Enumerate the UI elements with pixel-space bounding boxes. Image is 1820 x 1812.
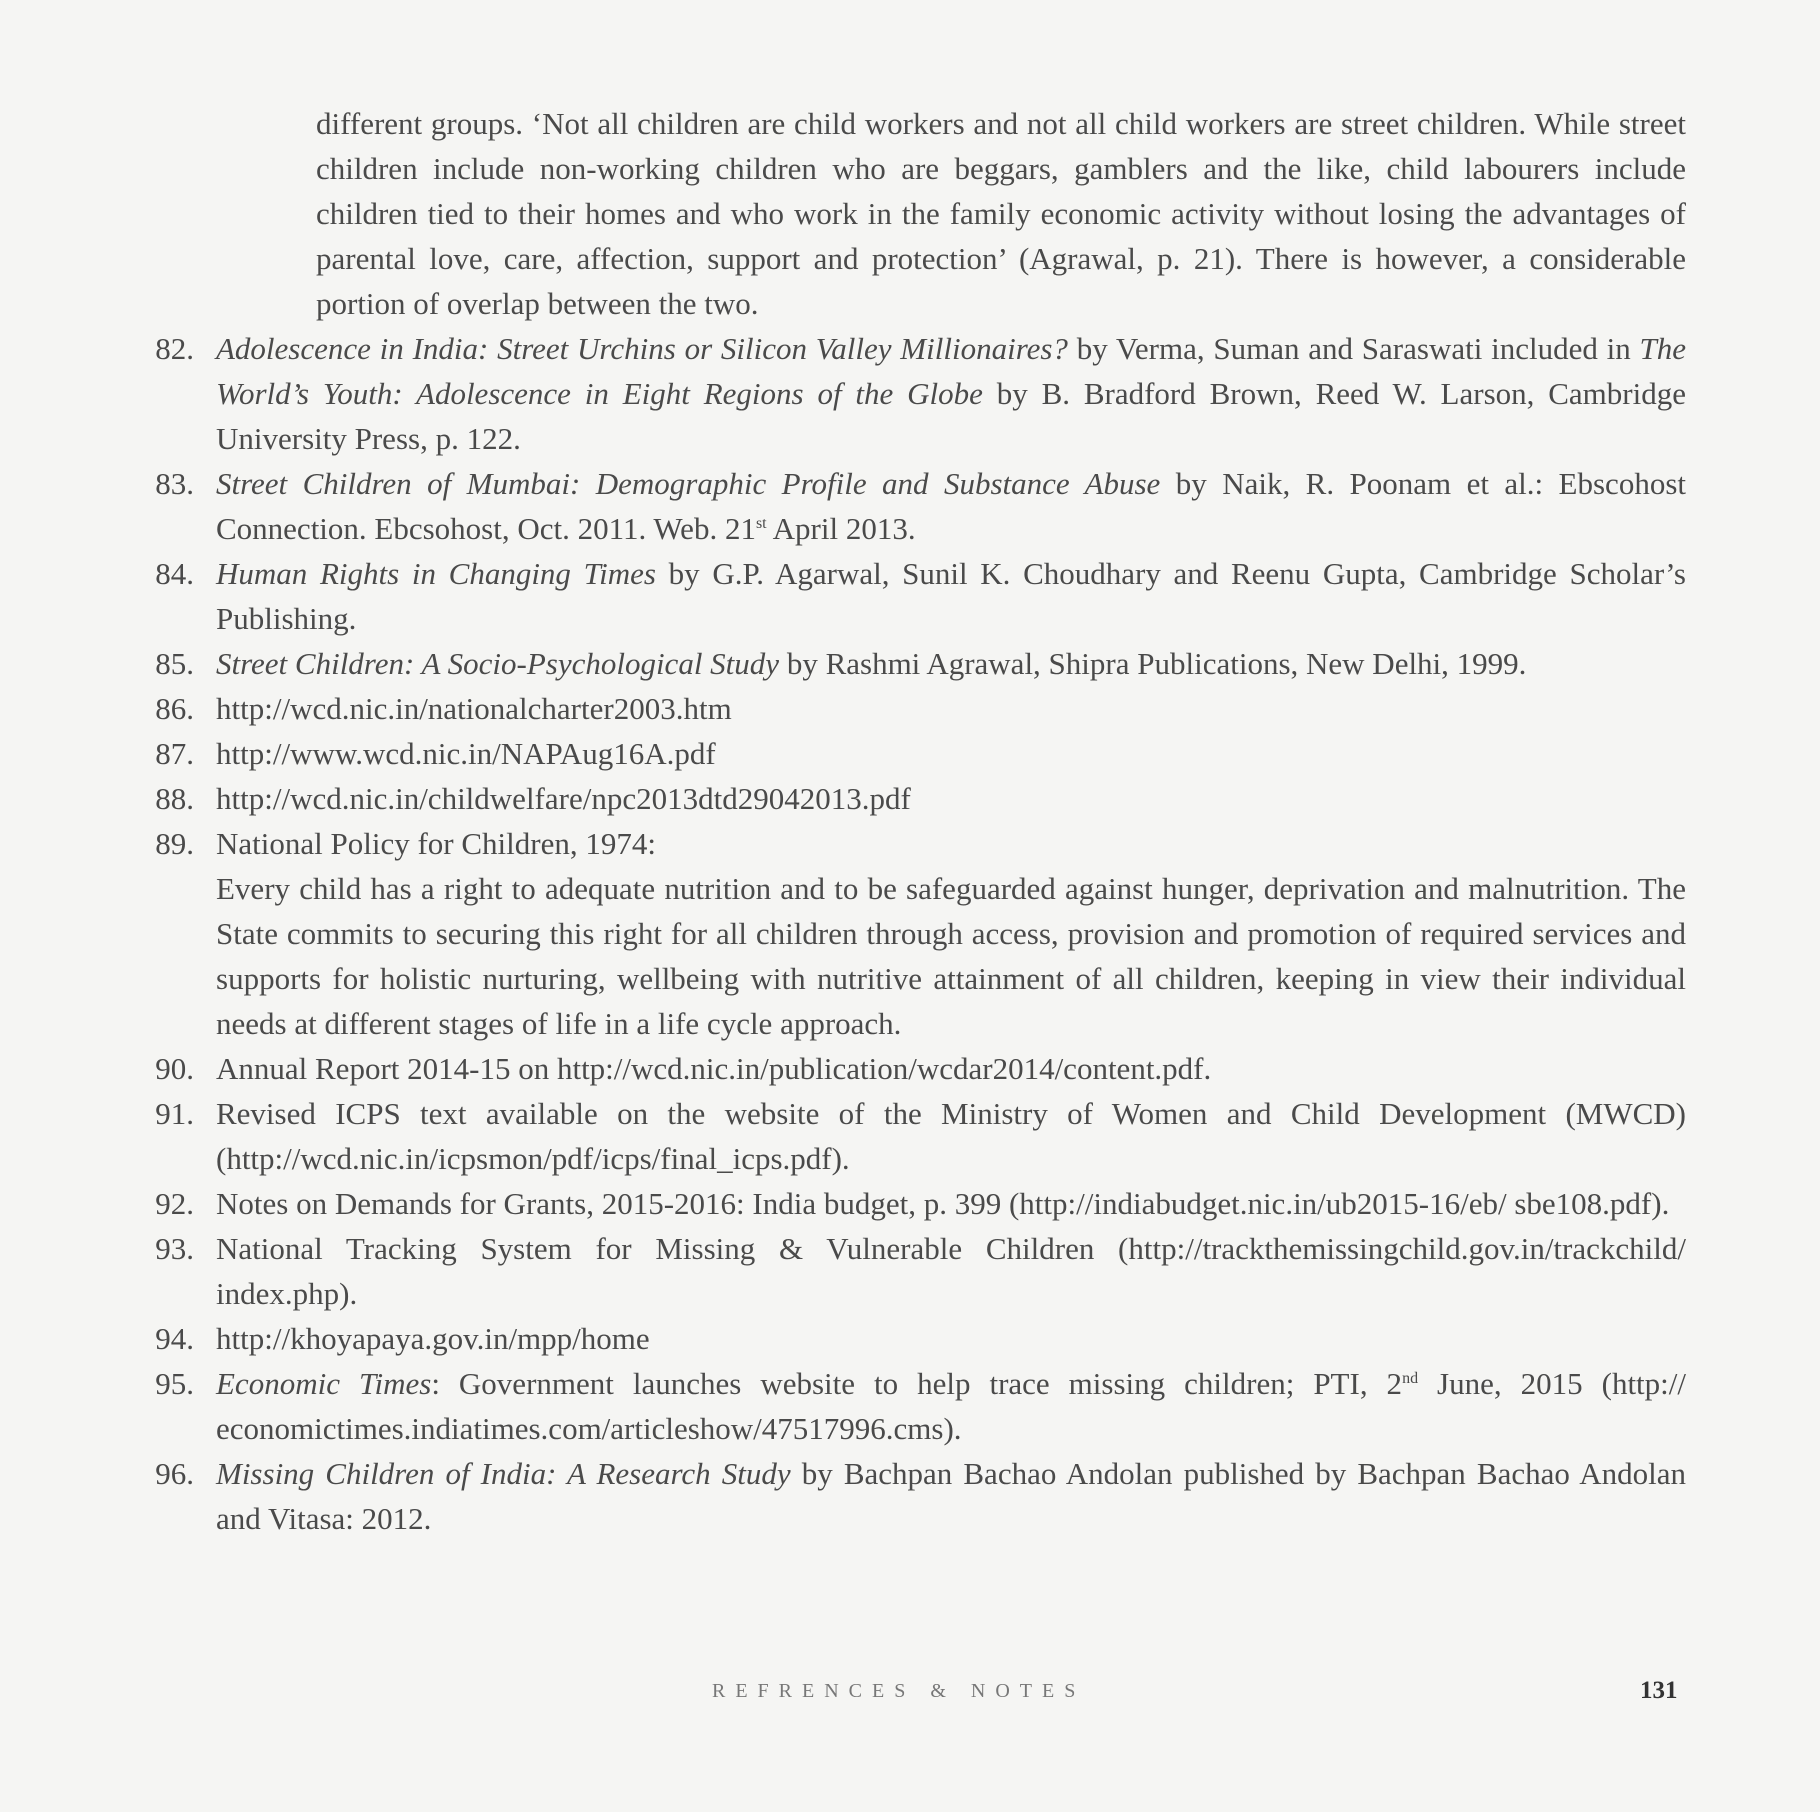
- note-86: [121, 686, 1686, 731]
- note-link: http://wcd.nic.in/childwelfare/npc2013dtd29042013.pdf: [216, 781, 911, 816]
- note-number: 87.: [155, 736, 194, 771]
- note-number: 86.: [155, 691, 194, 726]
- note-87: [121, 731, 1686, 776]
- note-89: [121, 821, 1686, 1046]
- note-text: [194, 1451, 1686, 1541]
- work-title: Adolescence in India: Street Urchins or Silicon Valley Millionaires?: [216, 331, 1068, 366]
- note-fragment: by Verma, Suman and Saraswati included in: [1067, 331, 1640, 366]
- note-82: [121, 326, 1686, 461]
- running-footer: REFRENCES & NOTES: [712, 1680, 1086, 1702]
- note-fragment: by Bachpan Bachao Andolan published by Bachpan Bachao Andolan and Vitasa: 2012.: [216, 1456, 1686, 1536]
- page-number: 131: [1640, 1677, 1678, 1704]
- note-fragment: : Government launches website to help trace missing children; PTI, 2: [431, 1366, 1403, 1401]
- note-number: 96.: [155, 1456, 194, 1491]
- note-number: 84.: [155, 556, 194, 591]
- note-fragment: by Rashmi Agrawal, Shipra Publications, New Delhi, 1999.: [779, 646, 1527, 681]
- note-96: [121, 1451, 1686, 1541]
- note-number: 92.: [155, 1186, 194, 1221]
- note-text: [194, 461, 1686, 551]
- note-link: http://wcd.nic.in/nationalcharter2003.htm: [216, 691, 732, 726]
- work-title: Human Rights in Changing Times: [216, 556, 656, 591]
- note-95: [121, 1361, 1686, 1451]
- note-fragment: by G.P. Agarwal, Sunil K. Choudhary and Reenu Gupta, Cambridge Scholar’s Publishing.: [216, 556, 1686, 636]
- note-91: [121, 1091, 1686, 1181]
- note-link: http://khoyapaya.gov.in/mpp/home: [216, 1321, 650, 1356]
- note-text: Notes on Demands for Grants, 2015-2016: India budget, p. 399 (http://indiabudget.nic.in/ub2015-16/eb/ sbe108.pdf).: [216, 1186, 1670, 1221]
- work-title: The World’s Youth: Adolescence in Eight Regions of the Globe: [216, 331, 1686, 411]
- note-number: 94.: [155, 1321, 194, 1356]
- note-text: [194, 326, 1686, 461]
- note-continuation-paragraph: different groups. ‘Not all children are child workers and not all child workers are street children. While street children include non-working children who are beggars, gamblers and the like, child labourers include children tied to their homes and who work in the family economic activity without losing the advantages of parental love, care, affection, support and protection’ (Agrawal, p. 21). There is however, a considerable portion of overlap between the two.: [316, 106, 1686, 321]
- note-90: [121, 1046, 1686, 1091]
- ordinal-suffix: nd: [1402, 1370, 1419, 1387]
- note-text: National Tracking System for Missing & Vulnerable Children (http://trackthemissingchild.gov.in/trackchild/ index.php).: [216, 1231, 1686, 1311]
- note-88: [121, 776, 1686, 821]
- note-text: [194, 1361, 1686, 1451]
- work-title: Missing Children of India: A Research Study: [216, 1456, 791, 1491]
- note-number: 93.: [155, 1231, 194, 1266]
- note-text: Revised ICPS text available on the website of the Ministry of Women and Child Development (MWCD) (http://wcd.nic.in/icpsmon/pdf/icps/final_icps.pdf).: [216, 1096, 1686, 1176]
- ordinal-suffix: st: [755, 515, 767, 532]
- note-94: [121, 1316, 1686, 1361]
- note-92: [121, 1181, 1686, 1226]
- note-text: [194, 641, 1686, 686]
- note-text: [194, 821, 1686, 1046]
- work-title: Street Children: A Socio-Psychological Study: [216, 646, 780, 681]
- note-number: 95.: [155, 1366, 194, 1401]
- note-84: [121, 551, 1686, 641]
- note-number: 85.: [155, 646, 194, 681]
- note-number: 82.: [155, 331, 194, 366]
- note-number: 90.: [155, 1051, 194, 1086]
- note-text: Annual Report 2014-15 on http://wcd.nic.in/publication/wcdar2014/content.pdf.: [216, 1051, 1212, 1086]
- note-fragment: by Naik, R. Poonam et al.: Ebscohost Connection. Ebcsohost, Oct. 2011. Web. 21: [216, 466, 1686, 546]
- note-text: [194, 551, 1686, 641]
- note-link: http://www.wcd.nic.in/NAPAug16A.pdf: [216, 736, 716, 771]
- work-title: Street Children of Mumbai: Demographic Profile and Substance Abuse: [216, 466, 1161, 501]
- note-heading: National Policy for Children, 1974:: [216, 826, 656, 861]
- note-number: 91.: [155, 1096, 194, 1131]
- note-85: [121, 641, 1686, 686]
- note-number: 88.: [155, 781, 194, 816]
- note-93: [121, 1226, 1686, 1316]
- notes-list: [121, 326, 1686, 1541]
- note-fragment: by B. Bradford Brown, Reed W. Larson, Cambridge University Press, p. 122.: [216, 376, 1686, 456]
- note-number: 89.: [155, 826, 194, 861]
- note-number: 83.: [155, 466, 194, 501]
- note-fragment: June, 2015 (http:// economictimes.indiatimes.com/articleshow/47517996.cms).: [216, 1366, 1687, 1446]
- policy-quote: Every child has a right to adequate nutrition and to be safeguarded against hunger, deprivation and malnutrition. The State commits to securing this right for all children through access, provision and promotion of required services and supports for holistic nurturing, wellbeing with nutritive attainment of all children, keeping in view their individual needs at different stages of life in a life cycle approach.: [216, 871, 1686, 1041]
- work-title: Economic Times: [216, 1366, 432, 1401]
- note-fragment: April 2013.: [766, 511, 916, 546]
- note-83: [121, 461, 1686, 551]
